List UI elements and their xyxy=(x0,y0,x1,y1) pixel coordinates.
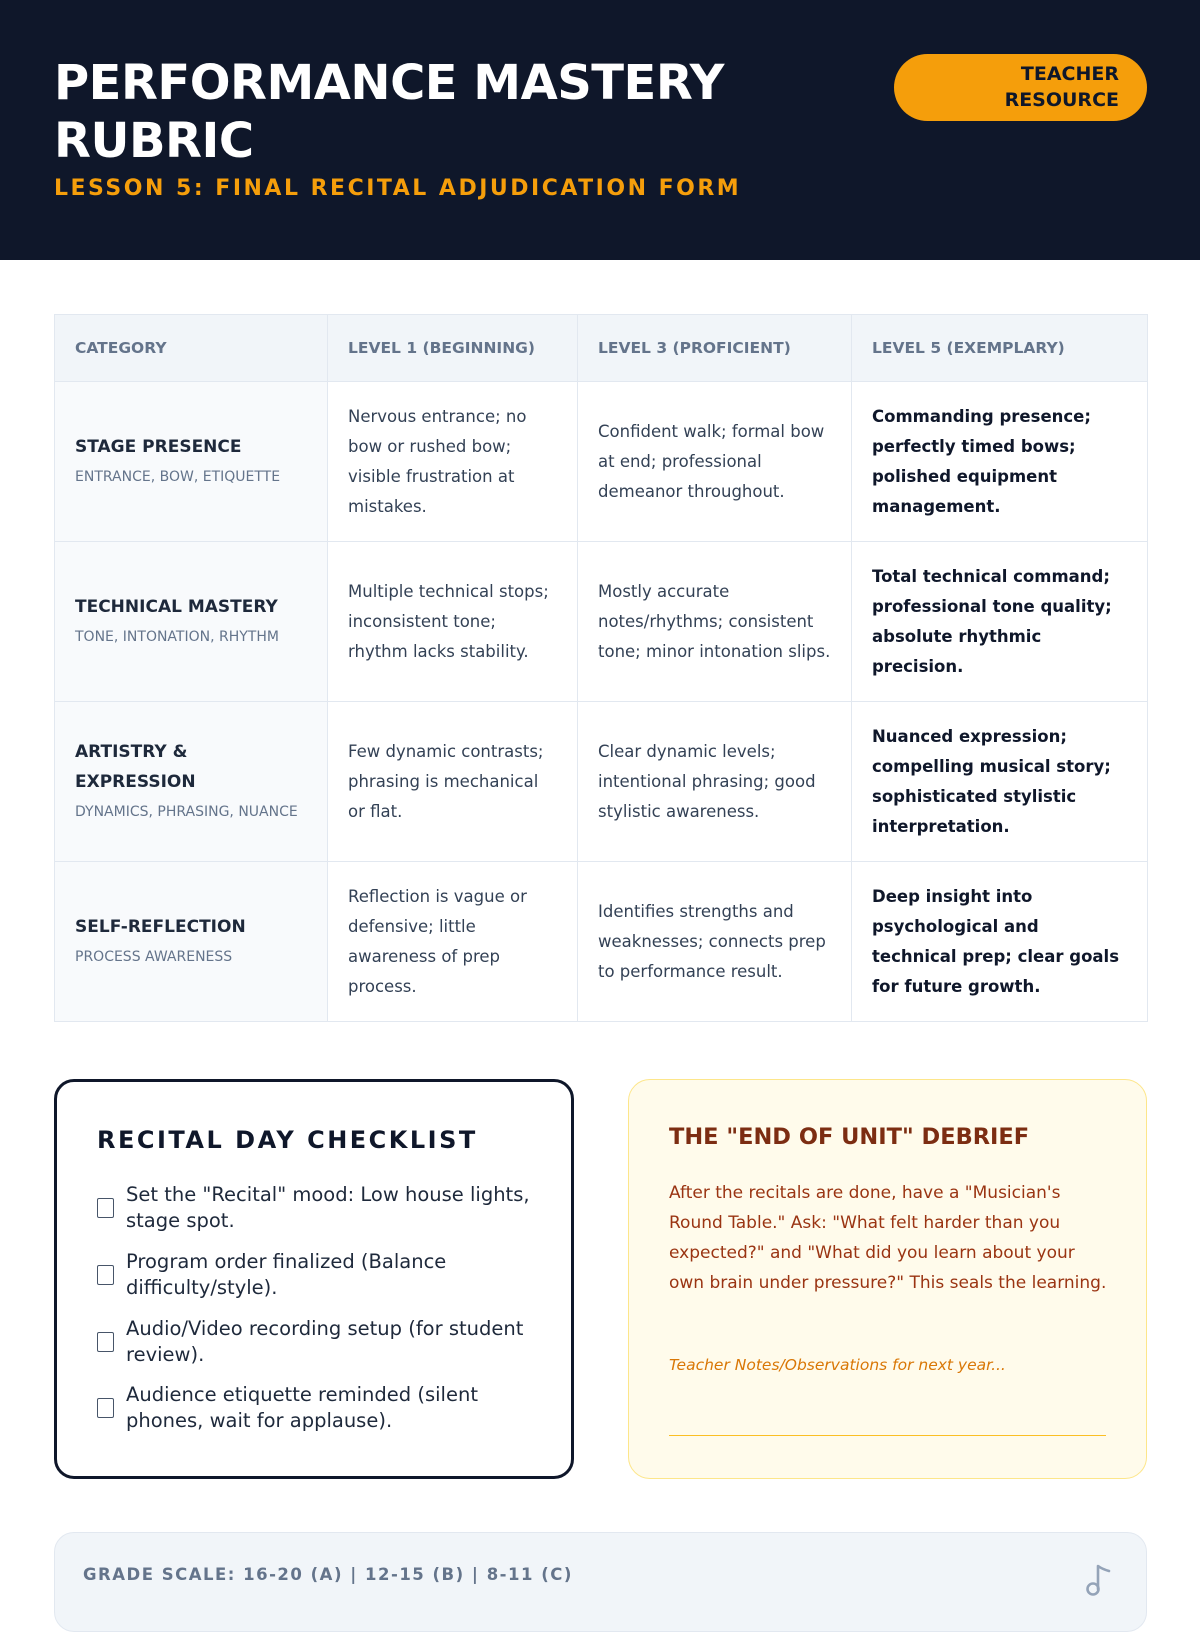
category-name: ARTISTRY & EXPRESSION xyxy=(75,741,196,792)
level-5-cell: Commanding presence; perfectly timed bows; polished equipment management. xyxy=(852,382,1148,542)
teacher-resource-badge xyxy=(894,54,1147,121)
category-cell xyxy=(55,862,328,1022)
checklist-item-label: Set the "Recital" mood: Low house lights, stage spot. xyxy=(126,1183,530,1232)
table-row xyxy=(55,862,1148,1022)
category-sub: ENTRANCE, BOW, ETIQUETTE xyxy=(75,468,281,485)
header-level-5: LEVEL 5 (EXEMPLARY) xyxy=(852,315,1148,382)
checklist-item[interactable] xyxy=(97,1182,537,1234)
category-sub: TONE, INTONATION, RHYTHM xyxy=(75,628,279,645)
category-name: TECHNICAL MASTERY xyxy=(75,596,278,617)
rubric-header-row xyxy=(55,315,1148,382)
debrief-title: THE "END OF UNIT" DEBRIEF xyxy=(669,1124,1030,1150)
grade-scale-text: GRADE SCALE: 16-20 (A) | 12-15 (B) | 8-11 (C) xyxy=(83,1565,573,1584)
music-note-icon xyxy=(1085,1562,1115,1598)
checklist-item[interactable] xyxy=(97,1382,537,1434)
category-name: STAGE PRESENCE xyxy=(75,436,242,457)
checkbox[interactable] xyxy=(97,1398,114,1418)
table-row xyxy=(55,702,1148,862)
checklist-item-label: Program order finalized (Balance difficulty/style). xyxy=(126,1250,447,1299)
badge-line-1: TEACHER xyxy=(1020,63,1119,85)
level-5-cell: Deep insight into psychological and technical prep; clear goals for future growth. xyxy=(852,862,1148,1022)
debrief-body: After the recitals are done, have a "Musician's Round Table." Ask: "What felt harder than you expected?" and "What did you learn about your own brain under pressure?" This seals the learning. xyxy=(669,1183,1107,1293)
checklist-title: RECITAL DAY CHECKLIST xyxy=(97,1126,478,1154)
page-title xyxy=(54,54,774,170)
level-3-cell: Confident walk; formal bow at end; professional demeanor throughout. xyxy=(578,382,852,542)
level-5-cell: Total technical command; professional tone quality; absolute rhythmic precision. xyxy=(852,542,1148,702)
level-3-cell: Mostly accurate notes/rhythms; consistent tone; minor intonation slips. xyxy=(578,542,852,702)
level-1-cell: Few dynamic contrasts; phrasing is mechanical or flat. xyxy=(328,702,578,862)
page-subtitle: LESSON 5: FINAL RECITAL ADJUDICATION FORM xyxy=(54,176,742,201)
rubric-table xyxy=(54,314,1148,1022)
checklist-item[interactable] xyxy=(97,1316,537,1368)
level-3-cell: Identifies strengths and weaknesses; connects prep to performance result. xyxy=(578,862,852,1022)
category-cell xyxy=(55,702,328,862)
category-sub: PROCESS AWARENESS xyxy=(75,948,233,965)
teacher-notes-prompt[interactable]: Teacher Notes/Observations for next year... xyxy=(669,1356,1006,1374)
table-row xyxy=(55,382,1148,542)
category-name: SELF-REFLECTION xyxy=(75,916,246,937)
category-sub: DYNAMICS, PHRASING, NUANCE xyxy=(75,803,298,820)
checklist-item-label: Audio/Video recording setup (for student review). xyxy=(126,1317,524,1366)
level-1-cell: Nervous entrance; no bow or rushed bow; visible frustration at mistakes. xyxy=(328,382,578,542)
header-level-1: LEVEL 1 (BEGINNING) xyxy=(328,315,578,382)
level-3-cell: Clear dynamic levels; intentional phrasing; good stylistic awareness. xyxy=(578,702,852,862)
level-1-cell: Multiple technical stops; inconsistent tone; rhythm lacks stability. xyxy=(328,542,578,702)
header-level-3: LEVEL 3 (PROFICIENT) xyxy=(578,315,852,382)
checkbox[interactable] xyxy=(97,1198,114,1218)
checkbox[interactable] xyxy=(97,1265,114,1285)
debrief-card xyxy=(628,1079,1147,1479)
category-cell xyxy=(55,382,328,542)
title-line-2: RUBRIC xyxy=(54,113,254,169)
header-category: CATEGORY xyxy=(55,315,328,382)
badge-line-2: RESOURCE xyxy=(1004,89,1119,111)
header-banner xyxy=(0,0,1200,260)
recital-checklist-card xyxy=(54,1079,574,1479)
checkbox[interactable] xyxy=(97,1332,114,1352)
level-5-cell: Nuanced expression; compelling musical story; sophisticated stylistic interpretation. xyxy=(852,702,1148,862)
checklist-item[interactable] xyxy=(97,1249,537,1301)
notes-writing-line xyxy=(669,1435,1106,1436)
title-line-1: PERFORMANCE MASTERY xyxy=(54,55,724,111)
category-cell xyxy=(55,542,328,702)
checklist-item-label: Audience etiquette reminded (silent phones, wait for applause). xyxy=(126,1383,478,1432)
table-row xyxy=(55,542,1148,702)
grade-scale-bar xyxy=(54,1532,1147,1632)
level-1-cell: Reflection is vague or defensive; little awareness of prep process. xyxy=(328,862,578,1022)
